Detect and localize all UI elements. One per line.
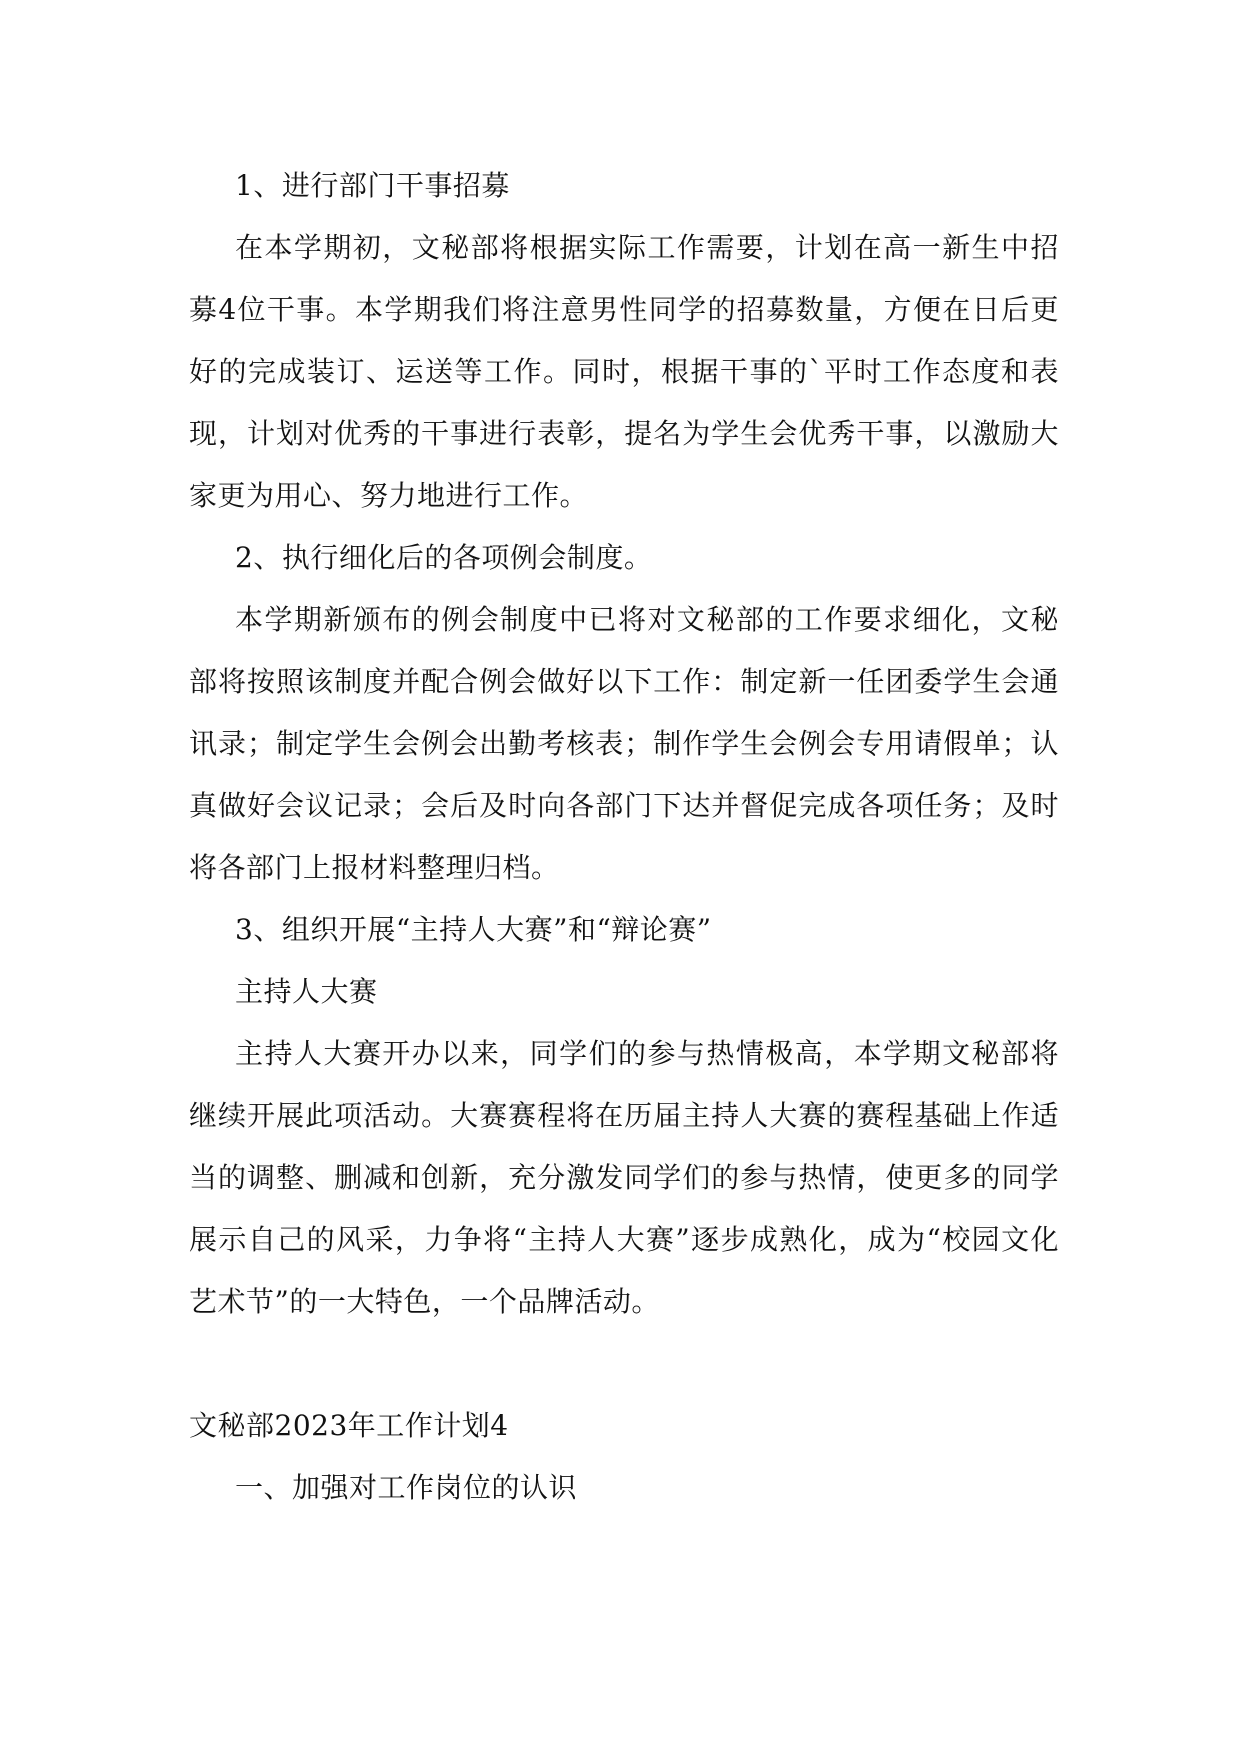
subheading-host-contest: 主持人大赛: [235, 975, 378, 1008]
paragraph-host-contest: 主持人大赛开办以来，同学们的参与热情极高，本学期文秘部将继续开展此项活动。大赛赛程将在历届主持人大赛的赛程基础上作适当的调整、删减和创新，充分激发同学们的参与热情，使更多的同学展示自己的风采，力争将“主持人大赛”逐步成熟化，成为“校园文化艺术节”的一大特色，一个品牌活动。: [189, 1037, 1059, 1318]
paragraph-recruit: 在本学期初，文秘部将根据实际工作需要，计划在高一新生中招募4位干事。本学期我们将注意男性同学的招募数量，方便在日后更好的完成装订、运送等工作。同时，根据干事的`平时工作态度和表现，计划对优秀的干事进行表彰，提名为学生会优秀干事，以激励大家更为用心、努力地进行工作。: [189, 231, 1059, 512]
document-body: [189, 155, 1059, 1519]
paragraph-meeting-rules: 本学期新颁布的例会制度中已将对文秘部的工作要求细化，文秘部将按照该制度并配合例会做好以下工作：制定新一任团委学生会通讯录；制定学生会例会出勤考核表；制作学生会例会专用请假单；认真做好会议记录；会后及时向各部门下达并督促完成各项任务；及时将各部门上报材料整理归档。: [189, 603, 1059, 884]
document-title: 文秘部2023年工作计划4: [189, 1409, 509, 1442]
blank-line: [189, 1333, 1059, 1395]
section-heading-meeting-rules: 2、执行细化后的各项例会制度。: [235, 541, 653, 574]
section-heading-recruit: 1、进行部门干事招募: [235, 169, 510, 202]
section-heading-contests: 3、组织开展“主持人大赛”和“辩论赛”: [235, 913, 712, 946]
section-heading-role-awareness: 一、加强对工作岗位的认识: [235, 1471, 578, 1504]
